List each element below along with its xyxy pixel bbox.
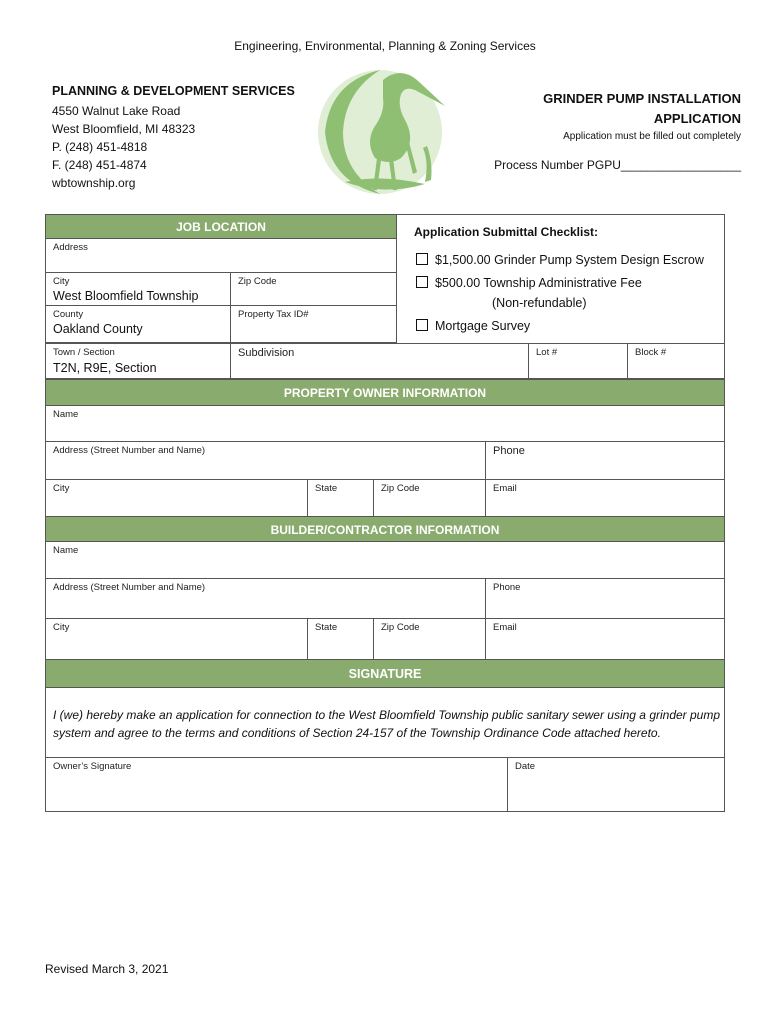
org-name: PLANNING & DEVELOPMENT SERVICES: [52, 84, 295, 98]
job-tax-id-label: Property Tax ID#: [238, 309, 309, 320]
owner-zip-field[interactable]: [373, 479, 486, 517]
job-city-label: City: [53, 276, 70, 287]
job-location-heading: JOB LOCATION: [45, 214, 397, 239]
job-city-value: West Bloomfield Township: [53, 289, 199, 303]
owner-heading: PROPERTY OWNER INFORMATION: [45, 379, 725, 406]
owner-email-field[interactable]: [485, 479, 725, 517]
checkbox-icon[interactable]: [416, 319, 428, 331]
builder-email-field[interactable]: [485, 618, 725, 660]
form-title-line2: APPLICATION: [653, 111, 741, 126]
owner-name-label: Name: [53, 409, 79, 420]
signature-date-label: Date: [515, 761, 536, 772]
website: wbtownship.org: [52, 176, 136, 190]
checklist-title: Application Submittal Checklist:: [414, 225, 599, 239]
address-line1: 4550 Walnut Lake Road: [52, 104, 181, 118]
form-title-line1: GRINDER PUMP INSTALLATION: [543, 91, 741, 106]
job-city-field[interactable]: [45, 272, 231, 306]
job-tax-id-field[interactable]: [230, 305, 397, 343]
job-county-field[interactable]: [45, 305, 231, 343]
owner-state-label: State: [315, 483, 338, 494]
phone-number: P. (248) 451-4818: [52, 140, 148, 154]
checklist-item-escrow[interactable]: [416, 253, 704, 267]
builder-zip-label: Zip Code: [381, 622, 420, 633]
owner-name-field[interactable]: [45, 405, 725, 442]
owner-city-label: City: [53, 483, 70, 494]
revision-date: Revised March 3, 2021: [45, 962, 169, 976]
heron-logo-icon: [305, 62, 455, 198]
job-subdivision-label: Subdivision: [238, 347, 295, 359]
builder-address-label: Address (Street Number and Name): [53, 582, 206, 593]
checklist-item-admin-fee[interactable]: [416, 276, 642, 290]
builder-phone-label: Phone: [493, 582, 521, 593]
owner-phone-label: Phone: [493, 445, 525, 457]
address-line2: West Bloomfield, MI 48323: [52, 122, 196, 136]
job-block-label: Block #: [635, 347, 667, 358]
job-town-value: T2N, R9E, Section: [53, 361, 157, 375]
job-zip-field[interactable]: [230, 272, 397, 306]
builder-state-field[interactable]: [307, 618, 374, 660]
fax-number: F. (248) 451-4874: [52, 158, 147, 172]
completion-note: Application must be filled out completely: [563, 131, 741, 142]
owner-state-field[interactable]: [307, 479, 374, 517]
builder-phone-field[interactable]: [485, 578, 725, 619]
checklist-item-admin-fee-label: $500.00 Township Administrative Fee: [435, 276, 642, 290]
owner-address-label: Address (Street Number and Name): [53, 445, 206, 456]
job-lot-label: Lot #: [536, 347, 558, 358]
process-number-field[interactable]: Process Number PGPU__________________: [494, 158, 741, 172]
job-address-field[interactable]: [45, 238, 397, 273]
declaration-box: [45, 687, 725, 758]
builder-zip-field[interactable]: [373, 618, 486, 660]
submittal-checklist: [396, 214, 725, 344]
job-block-field[interactable]: [627, 343, 725, 379]
job-subdivision-field[interactable]: [230, 343, 529, 379]
builder-state-label: State: [315, 622, 338, 633]
builder-city-field[interactable]: [45, 618, 308, 660]
department-line: Engineering, Environmental, Planning & Zoning Services: [234, 39, 536, 53]
builder-name-field[interactable]: [45, 541, 725, 579]
signature-date-field[interactable]: [507, 757, 725, 812]
checklist-item-escrow-label: $1,500.00 Grinder Pump System Design Escrow: [435, 253, 704, 267]
builder-heading: BUILDER/CONTRACTOR INFORMATION: [45, 516, 725, 542]
owner-address-field[interactable]: [45, 441, 486, 480]
admin-fee-note: (Non-refundable): [492, 296, 587, 310]
checkbox-icon[interactable]: [416, 276, 428, 288]
checklist-item-survey-label: Mortgage Survey: [435, 319, 531, 333]
owner-email-label: Email: [493, 483, 517, 494]
job-lot-field[interactable]: [528, 343, 628, 379]
owner-phone-field[interactable]: [485, 441, 725, 480]
job-town-label: Town / Section: [53, 347, 115, 358]
builder-email-label: Email: [493, 622, 517, 633]
declaration-text: I (we) hereby make an application for connection to the West Bloomfield Township public sanitary sewer using a grinder pump system and agree to the terms and conditions of Section 24-157 of the Township Ordinance Code attached hereto.: [53, 708, 721, 740]
builder-name-label: Name: [53, 545, 79, 556]
owner-zip-label: Zip Code: [381, 483, 420, 494]
builder-city-label: City: [53, 622, 70, 633]
checkbox-icon[interactable]: [416, 253, 428, 265]
owner-signature-label: Owner’s Signature: [53, 761, 132, 772]
signature-heading: SIGNATURE: [45, 659, 725, 688]
job-county-label: County: [53, 309, 84, 320]
owner-city-field[interactable]: [45, 479, 308, 517]
job-county-value: Oakland County: [53, 322, 143, 336]
job-address-label: Address: [53, 242, 88, 253]
job-zip-label: Zip Code: [238, 276, 277, 287]
builder-address-field[interactable]: [45, 578, 486, 619]
owner-signature-field[interactable]: [45, 757, 508, 812]
job-town-section-field[interactable]: [45, 343, 231, 379]
checklist-item-survey[interactable]: [416, 319, 530, 333]
